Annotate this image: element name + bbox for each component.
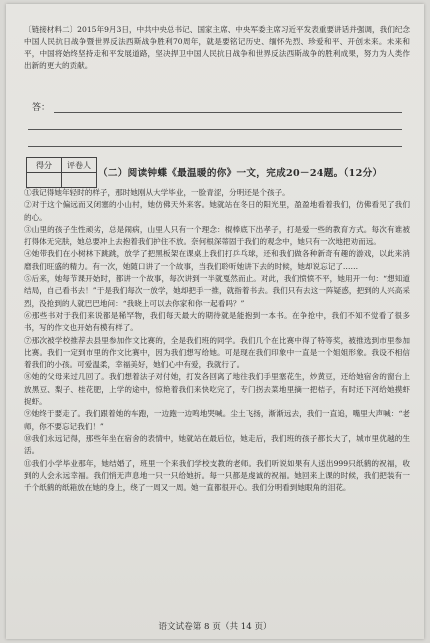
- passage-paragraph: ⑩我们永远记得，那些年坐在宿舍的表情中，她就站在最后位，她走后，我们班的孩子都长大了，城市里优越的生活。: [24, 433, 410, 456]
- score-label-cell: 得分: [27, 158, 62, 173]
- passage-paragraph: ②对于这个偏远而又闭塞的小山村，她仿佛天外来客。她就站在冬日的阳光里，盈盈地看着我们，仿佛看见了我们的心。: [24, 200, 410, 222]
- passage-paragraph: ①我记得她年轻时的样子，那时她刚从大学毕业，一脸青涩，分明还是个孩子。: [24, 188, 290, 197]
- answer-line: [28, 129, 402, 130]
- section-title: （二）阅读钟蝶《最温暖的你》一文，完成20－24题。（12分）: [98, 168, 383, 179]
- answer-line: [28, 146, 402, 147]
- score-blank-cell: [27, 173, 62, 188]
- passage-paragraph: ⑦那次被学校推荐去县里参加作文比赛的，全是我们班的同学。我们几个在比赛中得了特等奖，被推选到市里参加比赛。我们一定到市里的作文比赛中，因为我们想写给她。可是现在我们印象中一直是一个姐姐形象。我设不相信着我们的小孩。可爱温柔，幸福美好，她们心中有爱，我就行了。: [24, 335, 410, 370]
- passage-paragraph: ⑨她终于要走了。我们跟着她的车跑，一边跑一边鸣地哭喊。尘土飞扬，渐渐远去，我们一直追，嘴里大声喊：“老师，你不要忘记我们！”: [24, 409, 410, 431]
- passage-paragraph: ⑧她的父母来过几回了。我们想着法子对付她，打发各回离了地往我们手里塞花生，炒黄豆，还给她宿舍的窗台上放黑豆、梨子、桂花肥，上学的途中，惊艳着我们来快吃完了，专门拐去菜地里摘一把桔子，有时还下河给她摸虾捉虾。: [24, 372, 410, 407]
- passage-paragraph: ⑥那些书对于我们来说都是稀罕物，我们每天最大的期待就是能抱到一本书。在争抢中，我们不知不觉看了很多书，写的作文也开始有模有样了。: [24, 310, 410, 333]
- passage-paragraph: ⑤后来，她每节课开始时，都讲一个故事，每次讲到一半就戛然而止。对此，我们愤愤不平，她用开一句：“想知道结局，自己看书去！”于是我们每次一放学，她却把手一推，就指着书去。我们只有去这一阵疑惑，把到的人兴高采烈，没抢到的人就巴巴地问：“我晓上可以去你家和你一起看吗？”: [24, 274, 410, 308]
- passage-paragraph: ③山里的孩子生性顽劣，总是闹病，山里人只有一个理念：棍棒底下出孝子，打是爱一些的教育方式。每次有谁被打得体无完肤，她总要冲上去抱着我们护住不放。奈何根深蒂固于我们的观念中，她只有一次地把劝而远。: [24, 224, 410, 247]
- passage-paragraph: ⑪我们小学毕业那年，她结婚了，班里一个来我们学校支教的老师。我们听说如果有人送出999只纸鹤的祝福，收到的人会永远幸福。我们悄无声息地一只一只给她折。每一只都是虔诚的祝福。她回来上课的时候，我们把装有一千个纸鹤的纸箱放在她的身上，绕了一周又一周。她一直都很开心。我们分明看到她眼角的泪花。: [24, 458, 410, 493]
- link-material-paragraph: 〔链接材料二〕2015年9月3日，中共中央总书记、国家主席、中央军委主席习近平发表重要讲话并强调，我们纪念中国人民抗日战争暨世界反法西斯战争胜利70周年，就是要铭记历史、缅怀先烈、珍爱和平、开创未来。未来和平，中国将始终坚持走和平发展道路，坚决捍卫中国人民抗日战争和世界反法西斯战争的胜利成果，努力为人类作出新的更大的贡献。: [24, 24, 410, 71]
- answer-line: [54, 112, 402, 113]
- reading-passage: [24, 187, 410, 494]
- answer-label: 答：: [32, 103, 51, 113]
- exam-page: [6, 4, 424, 639]
- score-table: [26, 157, 97, 188]
- page-footer: 语文试卷第 8 页（共 14 页）: [158, 622, 272, 632]
- grader-blank-cell: [62, 173, 97, 188]
- grader-label-cell: 评卷人: [62, 158, 97, 173]
- passage-paragraph: ④她带我们在小树林下跳跳，放学了把黑板架在课桌上我们打乒乓球，还和我们做各种新奇有趣的游戏，以此来消磨我们旺盛的精力。有一次，她随口讲了一个故事，当我们聆听她讲下去的时候，她却说忘记了……: [24, 249, 410, 271]
